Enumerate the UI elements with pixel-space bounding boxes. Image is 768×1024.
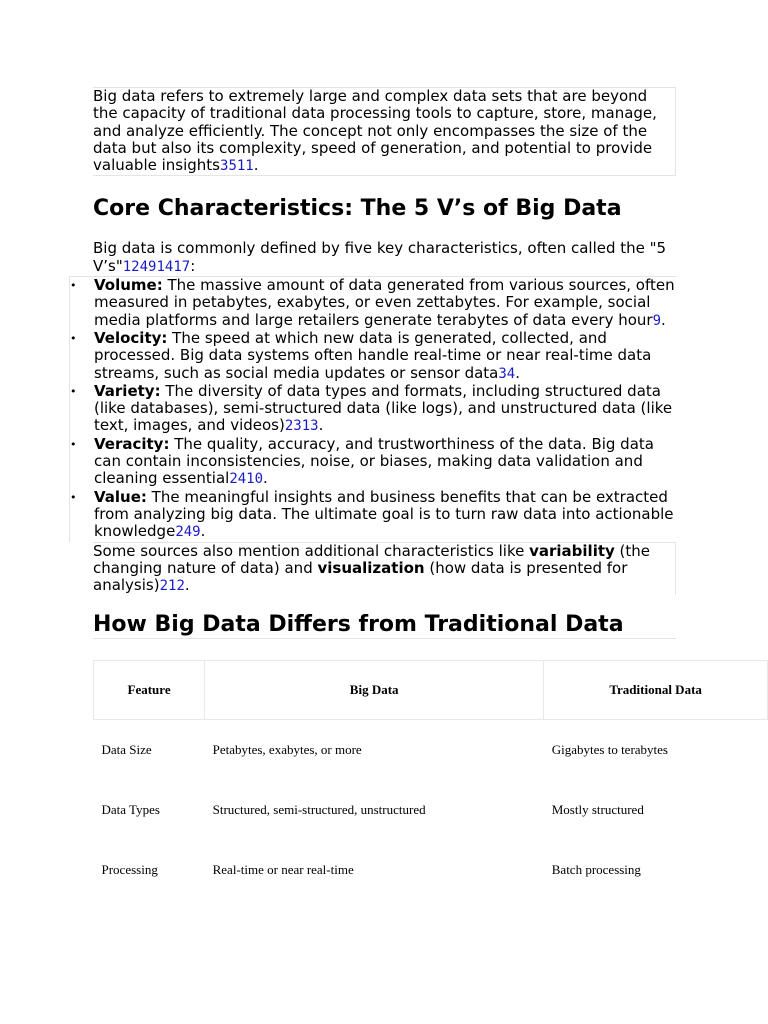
citation-link[interactable]: 2313 xyxy=(284,418,319,435)
section-heading-5vs: Core Characteristics: The 5 V’s of Big Data xyxy=(93,196,622,222)
table-cell: Batch processing xyxy=(551,862,641,877)
table-header-row xyxy=(94,661,768,720)
citation-link[interactable]: 212 xyxy=(159,578,185,595)
item-end: . xyxy=(318,416,324,435)
table-row xyxy=(94,780,768,840)
table-row xyxy=(94,720,768,781)
table-cell: Gigabytes to terabytes xyxy=(551,742,668,757)
lead-paragraph xyxy=(93,240,676,276)
column-header-traditional-data: Traditional Data xyxy=(544,661,768,720)
table-cell: Mostly structured xyxy=(551,802,644,817)
citation-link[interactable]: 3511 xyxy=(220,158,254,175)
table-cell: Data Types xyxy=(101,802,160,817)
table-row xyxy=(94,840,768,900)
term-label: Veracity: xyxy=(94,434,170,453)
list-item-volume xyxy=(70,276,676,330)
bullet-icon: • xyxy=(70,384,77,398)
term-label: Velocity: xyxy=(94,328,168,347)
section-heading-comparison: How Big Data Differs from Traditional Data xyxy=(93,612,676,639)
extra-text-2: (the changing nature of data) and xyxy=(93,541,651,577)
item-text: The quality, accuracy, and trustworthiness of the data. Big data can contain inconsistencies, noise, or biases, making data validation and cleaning essential xyxy=(94,434,654,488)
five-vs-list xyxy=(69,276,676,541)
bullet-icon: • xyxy=(70,437,77,451)
lead-end: : xyxy=(190,256,196,275)
term-label: Variety: xyxy=(94,381,161,400)
table-cell: Structured, semi-structured, unstructured xyxy=(212,802,426,817)
table-cell: Petabytes, exabytes, or more xyxy=(212,742,362,757)
item-end: . xyxy=(661,310,666,329)
list-item-velocity xyxy=(70,328,676,383)
item-end: . xyxy=(263,469,268,488)
list-item-veracity xyxy=(70,434,676,489)
term-label: Volume: xyxy=(94,276,163,295)
citation-link[interactable]: 34 xyxy=(498,365,516,382)
citation-link[interactable]: 12491417 xyxy=(122,258,191,275)
bullet-icon: • xyxy=(70,279,77,293)
item-end: . xyxy=(200,522,206,541)
extra-text-3: (how data is presented for analysis) xyxy=(93,558,628,595)
column-header-big-data: Big Data xyxy=(205,661,544,720)
lead-text: Big data is commonly defined by five key characteristics, often called the "5 V’s" xyxy=(93,239,667,275)
item-end: . xyxy=(515,363,521,382)
table-cell: Real-time or near real-time xyxy=(212,862,354,877)
table-cell: Data Size xyxy=(101,742,152,757)
column-header-feature: Feature xyxy=(94,661,205,720)
article-body xyxy=(70,87,676,639)
comparison-table xyxy=(93,660,768,900)
term-label: Value: xyxy=(94,487,147,506)
list-item-value xyxy=(70,487,676,542)
list-item-variety xyxy=(70,381,676,436)
item-text: The meaningful insights and business benefits that can be extracted from analyzing big data. The ultimate goal is to turn raw data into actionable knowledge xyxy=(94,487,674,541)
intro-paragraph xyxy=(93,87,676,176)
bullet-icon: • xyxy=(70,331,77,345)
item-text: The massive amount of data generated from various sources, often measured in petabytes, exabytes, or even zettabytes. For example, social media platforms and large retailers generate terabytes of data every hour xyxy=(94,276,675,329)
term-visualization: visualization xyxy=(317,558,425,577)
citation-link[interactable]: 9 xyxy=(652,312,662,329)
extra-characteristics-paragraph xyxy=(93,542,676,596)
extra-text-1: Some sources also mention additional characteristics like xyxy=(93,541,530,560)
item-text: The diversity of data types and formats, including structured data (like databases), semi-structured data (like logs), and unstructured data (like text, images, and videos) xyxy=(94,381,673,435)
table-cell: Processing xyxy=(101,862,158,877)
bullet-icon: • xyxy=(70,490,77,504)
extra-end: . xyxy=(184,576,190,595)
item-text: The speed at which new data is generated, collected, and processed. Big data systems often handle real-time or near real-time data streams, such as social media updates or sensor data xyxy=(94,328,652,382)
intro-text: Big data refers to extremely large and complex data sets that are beyond the capacity of traditional data processing tools to capture, store, manage, and analyze efficiently. The concept not only encompasses the size of the data but also its complexity, speed of generation, and potential to provide valuable insights xyxy=(93,87,657,175)
intro-end: . xyxy=(253,156,259,175)
term-variability: variability xyxy=(529,541,615,560)
citation-link[interactable]: 249 xyxy=(175,524,201,541)
citation-link[interactable]: 2410 xyxy=(229,471,264,488)
